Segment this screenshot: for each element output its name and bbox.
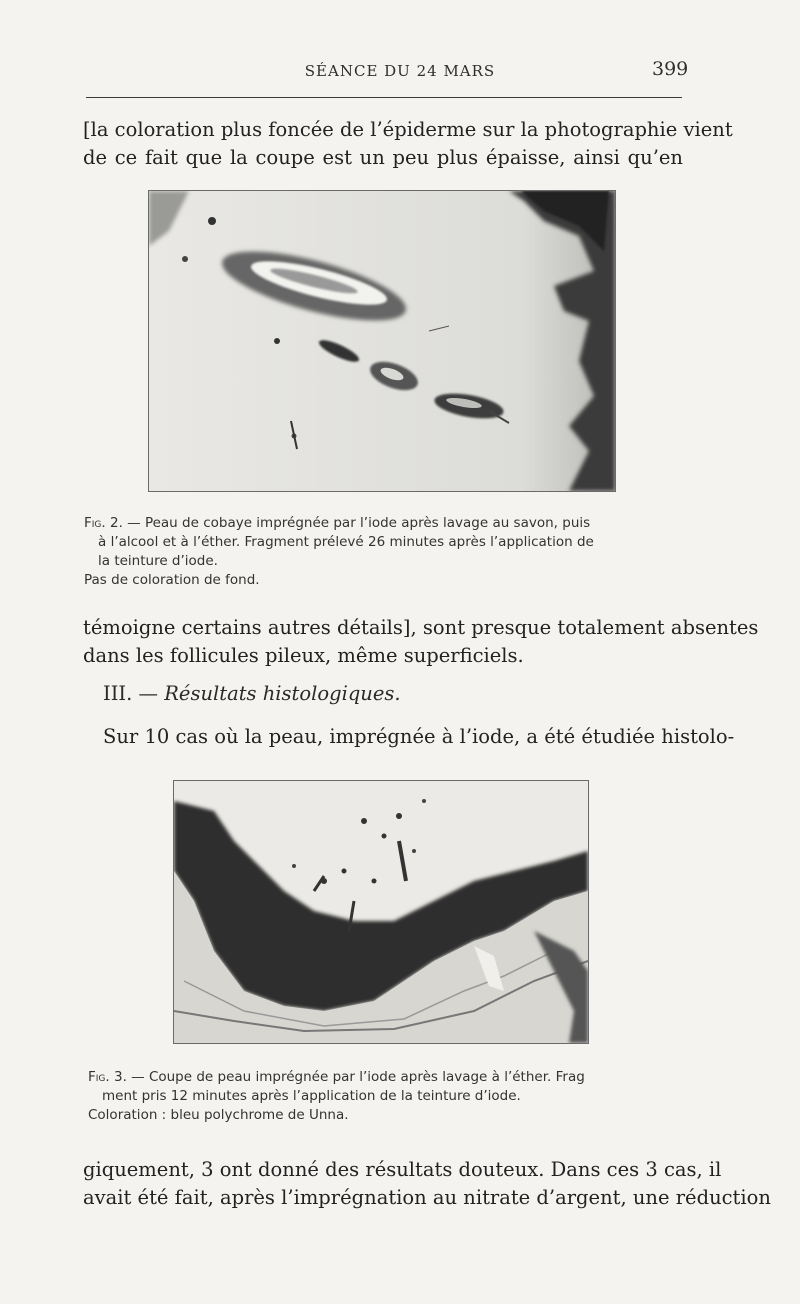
paragraph-2 (83, 614, 759, 670)
text-line: témoigne certains autres détails], sont presque totalement absentes (83, 616, 759, 639)
text-line: giquement, 3 ont donné des résultats douteux. Dans ces 3 cas, il (83, 1158, 722, 1181)
text-line: de ce fait que la coupe est un peu plus épaisse, ainsi qu’en (83, 146, 683, 169)
text-line: [la coloration plus foncée de l’épiderme sur la photographie vient (83, 118, 733, 141)
figure-label: Fig. 3. (88, 1069, 127, 1085)
section-title: Résultats histologiques. (164, 682, 401, 705)
caption-line: Coloration : bleu polychrome de Unna. (88, 1107, 349, 1123)
paragraph-3 (103, 723, 735, 751)
caption-line: ment pris 12 minutes après l’application de la teinture d’iode. (102, 1088, 521, 1104)
running-header: SÉANCE DU 24 MARS (304, 62, 496, 80)
caption-line: la teinture d’iode. (98, 553, 218, 569)
caption-line: — Peau de cobaye imprégnée par l’iode après lavage au savon, puis (122, 515, 591, 531)
text-line: Sur 10 cas où la peau, imprégnée à l’iode, a été étudiée histolo- (103, 725, 735, 748)
paragraph-4 (83, 1156, 771, 1212)
caption-line: Pas de coloration de fond. (84, 572, 260, 588)
figure-label: Fig. 2. (84, 515, 123, 531)
section-number: III. — (103, 682, 159, 705)
figure-3-micrograph (174, 781, 588, 1043)
paragraph-1 (83, 116, 733, 172)
figure-3-caption (88, 1068, 698, 1125)
figure-2-photo (148, 190, 616, 492)
caption-line: — Coupe de peau imprégnée par l’iode après lavage à l’éther. Frag (126, 1069, 585, 1085)
figure-3-photo (173, 780, 589, 1044)
text-line: avait été fait, après l’imprégnation au nitrate d’argent, une réduction (83, 1186, 771, 1209)
figure-2-caption (84, 514, 694, 590)
header-rule (86, 97, 682, 98)
page-number: 399 (652, 58, 689, 80)
text-line: dans les follicules pileux, même superficiels. (83, 644, 524, 667)
section-heading (103, 682, 401, 705)
caption-line: à l’alcool et à l’éther. Fragment prélevé 26 minutes après l’application de (98, 534, 594, 550)
figure-2-micrograph (149, 191, 615, 491)
